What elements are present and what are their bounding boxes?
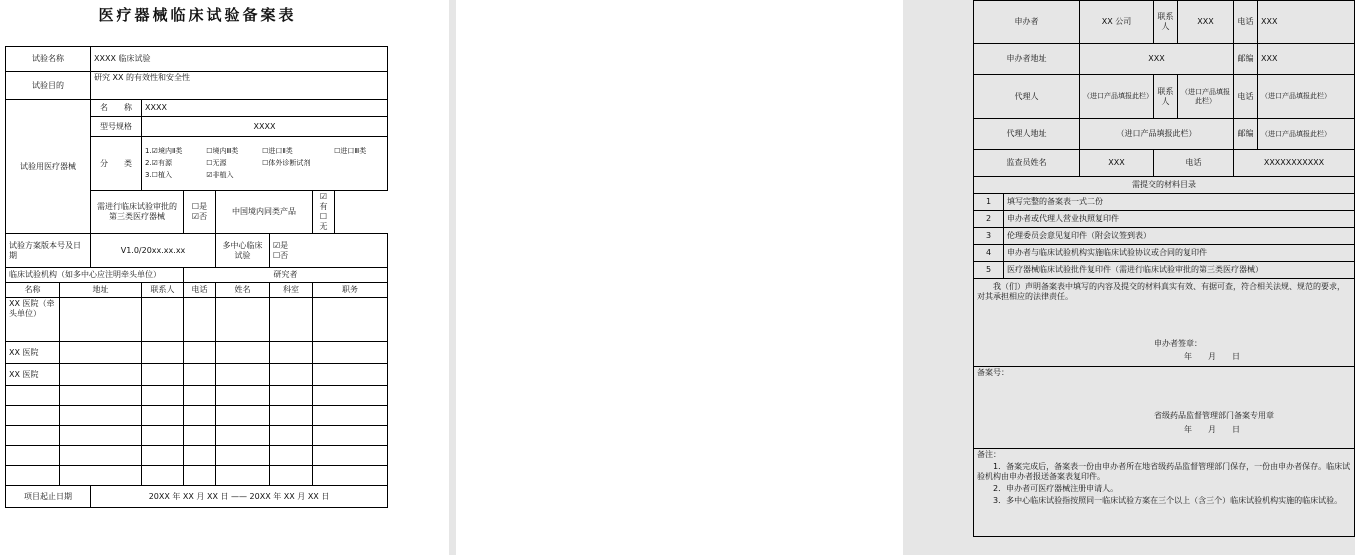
class-option: ☐进口Ⅱ类: [262, 147, 293, 156]
material-number: 4: [974, 245, 1004, 262]
record-form-table: [5, 46, 388, 508]
agent-contact-value: （进口产品填报此栏）: [1178, 75, 1234, 119]
class-option: ☐进口Ⅲ类: [334, 147, 367, 156]
third-class-yes: ☐是: [191, 202, 208, 211]
trial-purpose-label: 试验目的: [6, 72, 91, 100]
class-option: [334, 159, 384, 168]
material-number: 5: [974, 262, 1004, 279]
phone-label: 电话: [1234, 1, 1258, 44]
domestic-no: ☐无: [319, 212, 328, 231]
researcher-label: 研究者: [184, 268, 388, 283]
trial-name-value: XXXX 临床试验: [91, 47, 388, 72]
agent-phone-label: 电话: [1234, 75, 1258, 119]
note-item: 3．多中心临床试验指按照同一临床试验方案在三个以上（含三个）临床试验机构实施的临床试验。: [993, 496, 1343, 505]
agent-label: 代理人: [974, 75, 1080, 119]
declaration-cell: [974, 279, 1355, 367]
trial-purpose-value: 研究 XX 的有效性和安全性: [91, 72, 388, 100]
material-number: 1: [974, 194, 1004, 211]
class-option: ☐境内Ⅲ类: [206, 147, 239, 156]
sponsor-address-label: 申办者地址: [974, 44, 1080, 75]
institution-row-name: XX 医院: [6, 364, 60, 386]
material-item: 医疗器械临床试验批件复印件（需进行临床试验审批的第三类医疗器械）: [1004, 262, 1355, 279]
name-value: XXXX: [142, 100, 388, 117]
institution-row-name: XX 医院: [6, 342, 60, 364]
protocol-value: V1.0/20xx.xx.xx: [91, 234, 216, 268]
trial-name-label: 试验名称: [6, 47, 91, 72]
institution-row-name: XX 医院（牵头单位）: [6, 298, 60, 342]
notes-cell: [974, 449, 1355, 537]
domestic-yes: ☑有: [319, 192, 328, 211]
material-item: 申办者或代理人营业执照复印件: [1004, 211, 1355, 228]
record-seal-date: 年 月 日: [1184, 425, 1240, 434]
note-item: 2．申办者可医疗器械注册申请人。: [993, 484, 1119, 493]
class-option: ☐体外诊断试剂: [262, 159, 311, 168]
multi-center-options: [270, 234, 388, 268]
col-header: 名称: [6, 283, 60, 298]
sponsor-label: 申办者: [974, 1, 1080, 44]
institution-label: 临床试验机构（如多中心应注明牵头单位）: [6, 268, 184, 283]
contact-label: 联系人: [1154, 1, 1178, 44]
col-header: 姓名: [216, 283, 270, 298]
class-option: ☐无源: [206, 159, 227, 168]
agent-address-label: 代理人地址: [974, 119, 1080, 150]
materials-title: 需提交的材料目录: [974, 177, 1355, 194]
agent-value: （进口产品填报此栏）: [1080, 75, 1154, 119]
monitor-label: 监查员姓名: [974, 150, 1080, 177]
postcode-value: XXX: [1258, 44, 1355, 75]
monitor-value: XXX: [1080, 150, 1154, 177]
col-header: 联系人: [142, 283, 184, 298]
monitor-phone-value: XXXXXXXXXXX: [1234, 150, 1355, 177]
agent-contact-label: 联系人: [1154, 75, 1178, 119]
material-number: 3: [974, 228, 1004, 245]
sponsor-table: [973, 0, 1355, 537]
note-item: 1．备案完成后，备案表一份由申办者所在地省级药品监督管理部门保存，一份由申办者保存。临床试验机构由申办者报送备案表复印件。: [977, 462, 1351, 481]
third-class-options: [184, 191, 216, 234]
material-number: 2: [974, 211, 1004, 228]
multi-center-label: 多中心临床试验: [216, 234, 270, 268]
agent-phone-value: （进口产品填报此栏）: [1258, 75, 1355, 119]
period-label: 项目起止日期: [6, 486, 91, 508]
postcode-label: 邮编: [1234, 44, 1258, 75]
notes-title: 备注：: [977, 450, 1001, 459]
contact-value: XXX: [1178, 1, 1234, 44]
class-option: [262, 171, 328, 180]
phone-value: XXX: [1258, 1, 1355, 44]
page-left: [0, 0, 449, 555]
class-option: 2.☑有源: [145, 159, 172, 168]
class-option: 3.☐植入: [145, 170, 172, 179]
agent-address-value: （进口产品填报此栏）: [1080, 119, 1234, 150]
declaration-text: 我（们）声明备案表中填写的内容及提交的材料真实有效、有据可查，符合相关法规、规范的要求，对其承担相应的法律责任。: [977, 282, 1345, 301]
material-item: 伦理委员会意见复印件（附会议签到表）: [1004, 228, 1355, 245]
sponsor-value: XX 公司: [1080, 1, 1154, 44]
sponsor-signature-label: 申办者签章：: [1154, 339, 1202, 348]
multi-center-no: ☐否: [273, 250, 289, 260]
name-label: 名 称: [91, 100, 142, 117]
device-label: 试验用医疗器械: [6, 100, 91, 234]
record-number-label: 备案号：: [977, 368, 1009, 377]
col-header: 地址: [60, 283, 142, 298]
col-header: 职务: [313, 283, 388, 298]
classification-options: [142, 137, 388, 191]
domestic-label: 中国境内同类产品: [216, 191, 313, 234]
class-option: [334, 171, 384, 180]
third-class-label: 需进行临床试验审批的第三类医疗器械: [91, 191, 184, 234]
record-seal-label: 省级药品监督管理部门备案专用章: [1154, 411, 1274, 420]
domestic-options: [313, 191, 335, 234]
protocol-label: 试验方案版本号及日期: [6, 234, 91, 268]
agent-postcode-label: 邮编: [1234, 119, 1258, 150]
form-title: 医疗器械临床试验备案表: [98, 6, 297, 24]
monitor-phone-label: 电话: [1154, 150, 1234, 177]
material-item: 填写完整的备案表一式二份: [1004, 194, 1355, 211]
agent-postcode-value: （进口产品填报此栏）: [1258, 119, 1355, 150]
model-label: 型号规格: [91, 117, 142, 137]
sponsor-signature-date: 年 月 日: [1184, 352, 1240, 361]
page-right: [456, 0, 1351, 555]
record-number-cell: [974, 367, 1355, 449]
category-label: 分 类: [91, 137, 142, 191]
class-option: 1.☑境内Ⅱ类: [145, 147, 183, 156]
sponsor-address-value: XXX: [1080, 44, 1234, 75]
third-class-no: ☑否: [191, 212, 208, 221]
multi-center-yes: ☑是: [273, 240, 289, 250]
class-option: ☑非植入: [206, 170, 234, 179]
col-header: 电话: [184, 283, 216, 298]
material-item: 申办者与临床试验机构实施临床试验协议或合同的复印件: [1004, 245, 1355, 262]
col-header: 科室: [270, 283, 313, 298]
model-value: XXXX: [142, 117, 388, 137]
period-value: 20XX 年 XX 月 XX 日 —— 20XX 年 XX 月 XX 日: [91, 486, 388, 508]
